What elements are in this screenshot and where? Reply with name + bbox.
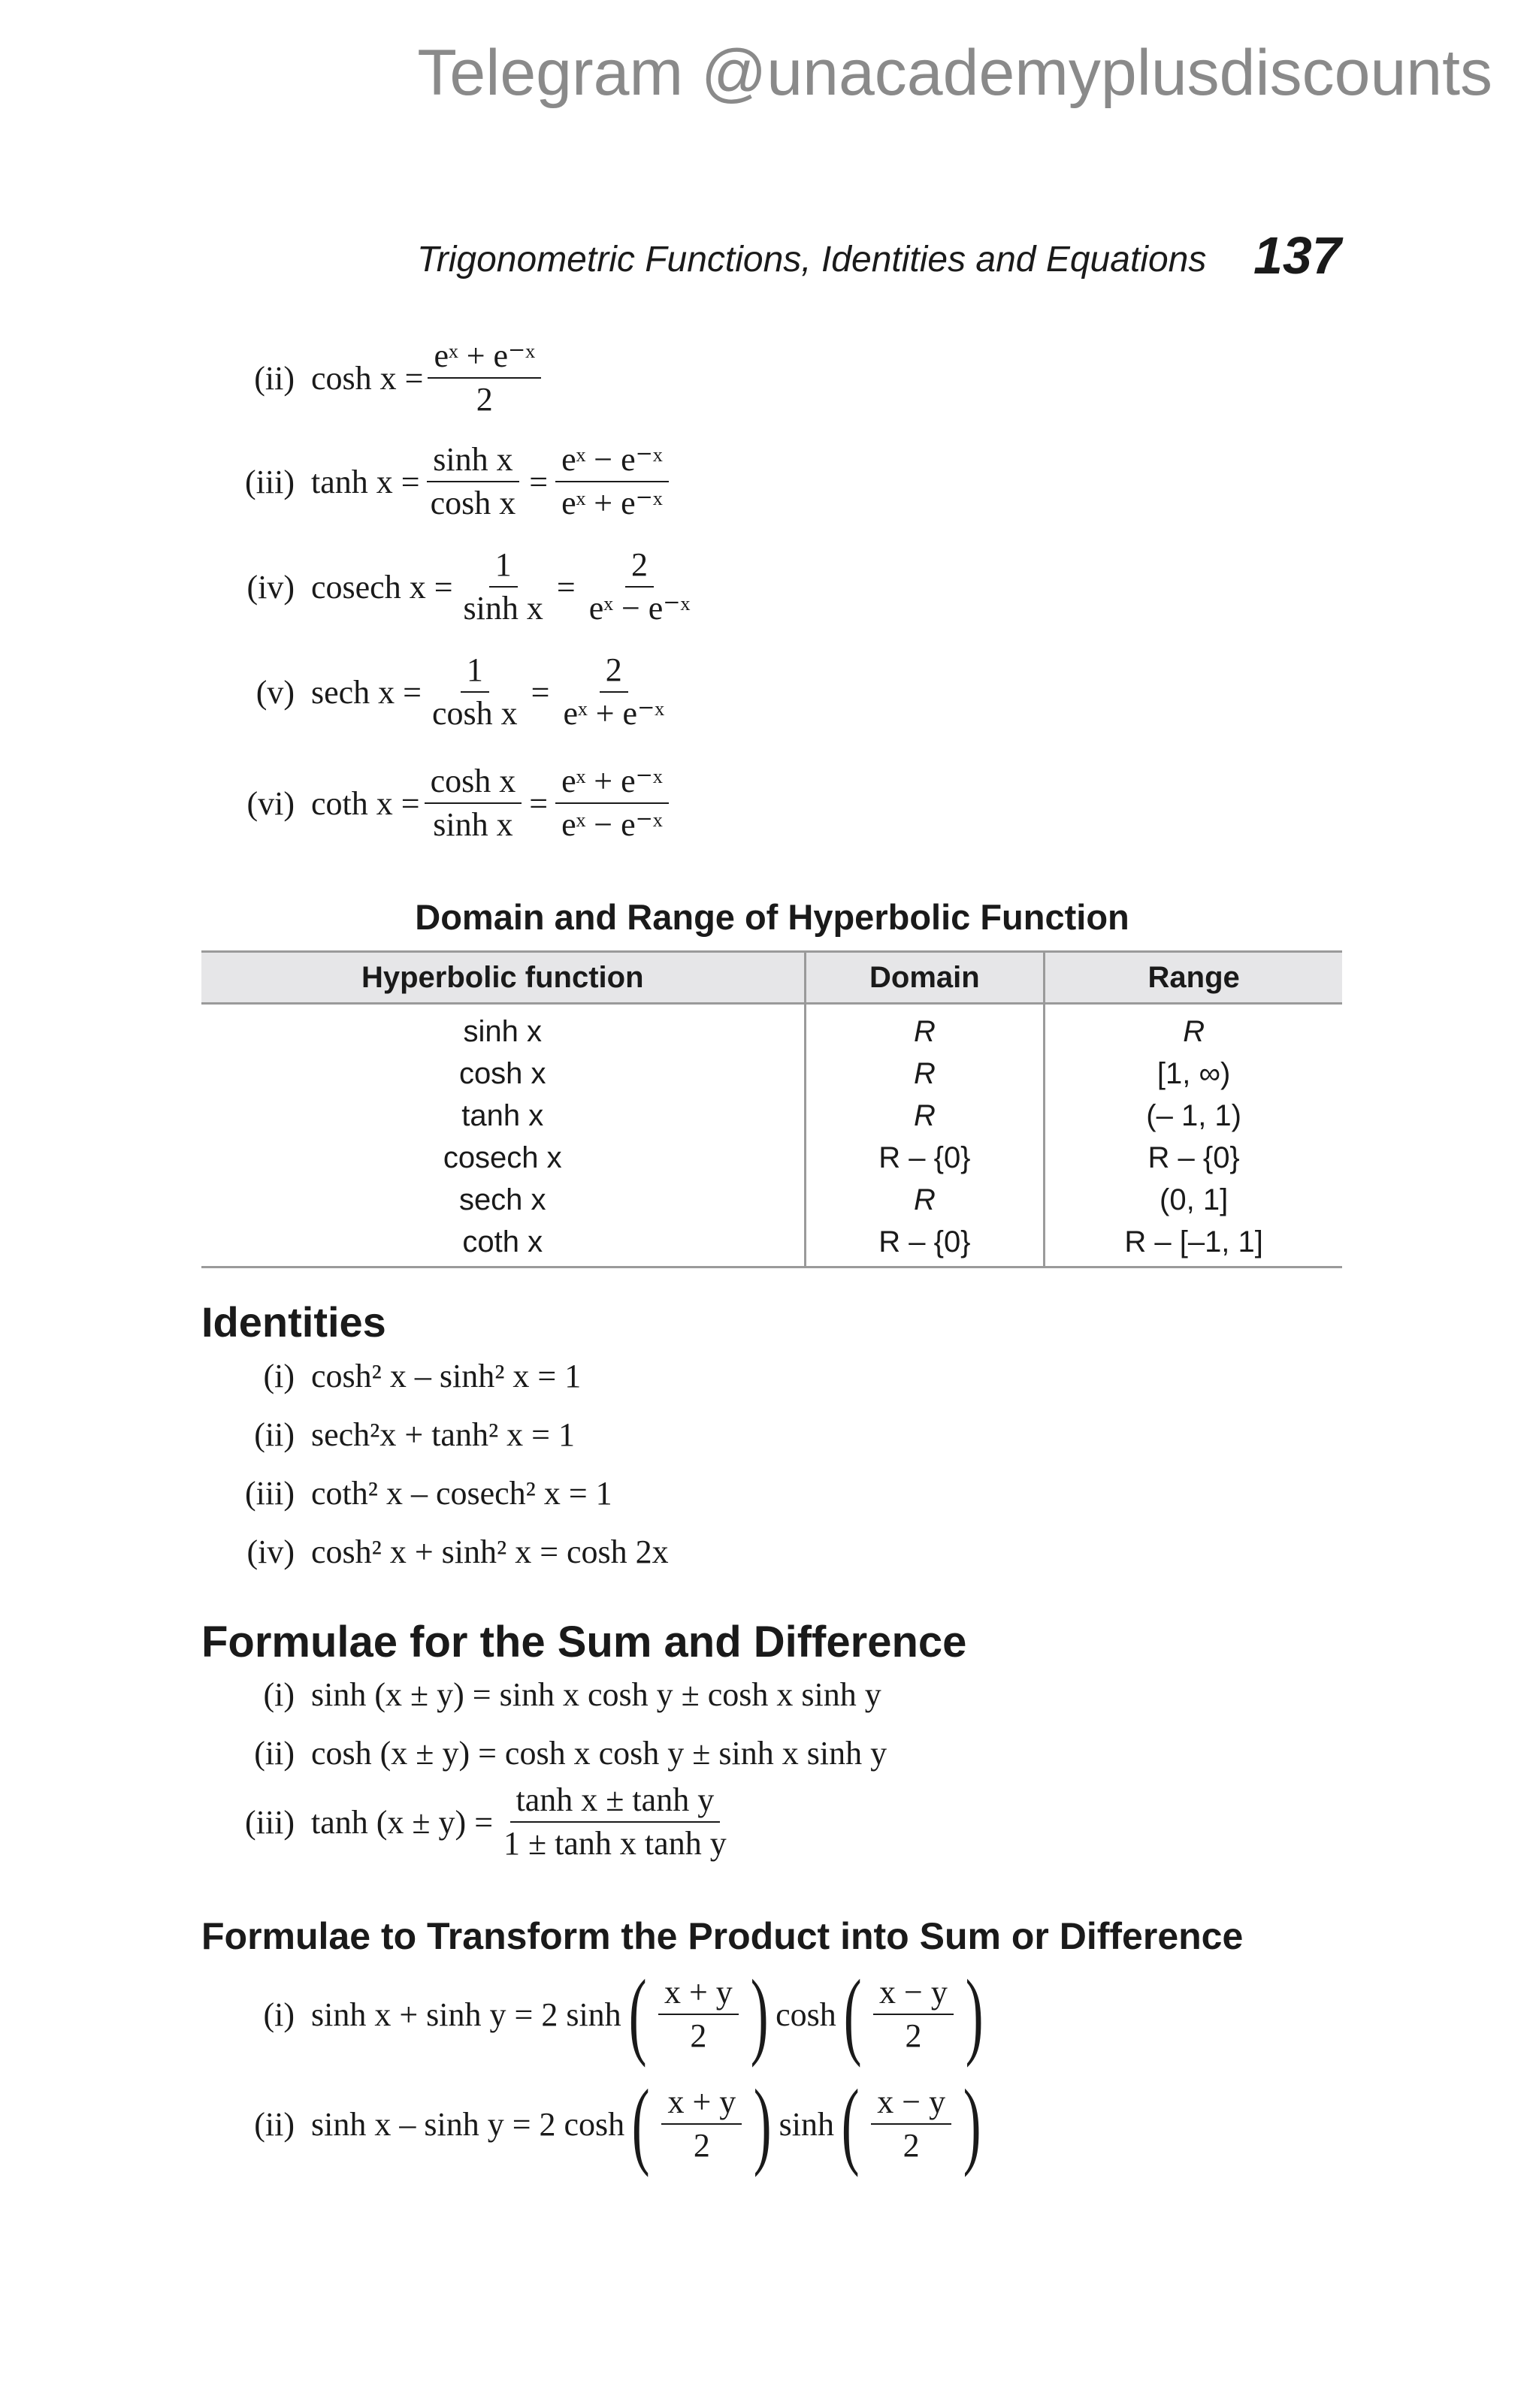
equals-sign: = [529, 463, 549, 500]
fraction-denominator: eˣ − e⁻ˣ [561, 806, 663, 844]
formula-lhs: tanh (x ± y) = [311, 1803, 494, 1841]
fraction [873, 1974, 954, 2055]
fraction-denominator: 2 [476, 381, 493, 418]
table-cell: R [805, 1095, 1045, 1137]
identity-item [239, 1415, 575, 1454]
product-to-sum-item [239, 1960, 990, 2068]
table-header-row [201, 952, 1342, 1004]
item-number: (iv) [246, 1533, 295, 1570]
table-row [201, 1004, 1342, 1053]
fraction [458, 547, 549, 627]
table-row [201, 1137, 1342, 1179]
fraction-numerator: x − y [871, 2084, 951, 2125]
fraction-numerator: 2 [600, 652, 628, 693]
definition-sech [239, 652, 675, 733]
fraction-numerator: sinh x [427, 442, 519, 482]
identity-text: sech²x + tanh² x = 1 [311, 1416, 575, 1453]
table-row [201, 1179, 1342, 1221]
sum-difference-item [239, 1782, 737, 1863]
fraction-denominator: cosh x [432, 695, 518, 733]
parenthesized-fraction [836, 1960, 990, 2068]
identity-item [239, 1533, 669, 1571]
fraction-denominator: 2 [903, 2127, 920, 2164]
item-number: (iii) [245, 463, 295, 500]
product-to-sum-item [239, 2070, 988, 2178]
table-row [201, 1221, 1342, 1267]
fraction [428, 338, 541, 418]
definition-coth [239, 763, 673, 844]
table-cell: [1, ∞) [1045, 1053, 1342, 1095]
formula-text: cosh (x ± y) = cosh x cosh y ± sinh x sinh y [311, 1735, 887, 1772]
fraction [658, 1974, 739, 2055]
table-cell: R – {0} [1045, 1137, 1342, 1179]
table-cell: R [805, 1004, 1045, 1053]
formula-mid: sinh [779, 2105, 834, 2143]
equals-sign: = [531, 673, 550, 711]
fraction-denominator: 2 [693, 2127, 710, 2164]
fraction-numerator: x − y [873, 1974, 954, 2015]
item-number: (iii) [245, 1803, 295, 1841]
item-number: (v) [255, 673, 295, 711]
table-cell: tanh x [461, 1098, 544, 1132]
fraction-numerator: 2 [625, 547, 654, 588]
sum-difference-heading: Formulae for the Sum and Difference [201, 1618, 967, 1666]
fraction-numerator: x + y [658, 1974, 739, 2015]
fraction-numerator: eˣ + e⁻ˣ [428, 338, 541, 379]
fraction [555, 763, 669, 844]
equals-sign: = [556, 568, 576, 606]
fraction-denominator: 2 [905, 2017, 922, 2054]
sum-difference-item [239, 1675, 881, 1714]
item-number: (i) [263, 1358, 295, 1394]
watermark: Telegram @unacademyplusdiscounts [417, 37, 1492, 109]
fraction [583, 547, 697, 627]
formula-text: sinh (x ± y) = sinh x cosh y ± cosh x sinh y [311, 1676, 881, 1713]
fraction-denominator: 2 [690, 2017, 707, 2054]
fraction-denominator: cosh x [430, 485, 516, 522]
fraction-numerator: cosh x [425, 763, 522, 804]
fraction [497, 1782, 733, 1863]
parenthesized-fraction [621, 1960, 776, 2068]
left-paren: ( [843, 1960, 862, 2068]
table-cell: R [1045, 1004, 1342, 1053]
table-title: Domain and Range of Hyperbolic Function [415, 897, 1129, 937]
definition-tanh [239, 442, 673, 522]
identity-item [239, 1357, 581, 1395]
fraction-numerator: 1 [461, 652, 489, 693]
item-number: (vi) [246, 784, 295, 822]
fraction [425, 763, 522, 844]
item-number: (i) [263, 1676, 295, 1713]
item-number: (iii) [245, 1475, 295, 1512]
fraction [425, 442, 522, 522]
fraction-numerator: eˣ + e⁻ˣ [555, 763, 669, 804]
table-cell: cosh x [458, 1056, 546, 1090]
right-paren: ) [750, 1960, 769, 2068]
item-number: (ii) [254, 1735, 295, 1772]
fraction-numerator: 1 [489, 547, 518, 588]
left-paren: ( [841, 2070, 860, 2178]
identity-text: cosh² x – sinh² x = 1 [311, 1358, 582, 1394]
item-number: (ii) [254, 359, 295, 397]
table-cell: cosech x [443, 1141, 562, 1174]
definition-lhs: cosh x = [311, 359, 424, 397]
table-cell: R – {0} [805, 1221, 1045, 1267]
item-number: (i) [263, 1996, 295, 2033]
page-number: 137 [1253, 226, 1341, 285]
formula-mid: cosh [776, 1996, 836, 2033]
formula-lhs: sinh x – sinh y = 2 cosh [311, 2105, 625, 2143]
fraction-denominator: sinh x [463, 590, 543, 627]
fraction-denominator: 1 ± tanh x tanh y [503, 1825, 727, 1863]
column-header: Hyperbolic function [201, 952, 805, 1004]
item-number: (ii) [254, 2105, 295, 2143]
formula-lhs: sinh x + sinh y = 2 sinh [311, 1996, 621, 2033]
definition-lhs: coth x = [311, 784, 420, 822]
fraction-numerator: x + y [661, 2084, 742, 2125]
running-head: Trigonometric Functions, Identities and Equations [417, 240, 1207, 279]
table-cell: (– 1, 1) [1045, 1095, 1342, 1137]
product-to-sum-heading: Formulae to Transform the Product into Sum or Difference [201, 1915, 1244, 1957]
table-cell: R – [–1, 1] [1045, 1221, 1342, 1267]
definition-lhs: cosech x = [311, 568, 453, 606]
column-header: Domain [805, 952, 1045, 1004]
fraction-denominator: eˣ − e⁻ˣ [588, 590, 691, 627]
table-row [201, 1095, 1342, 1137]
parenthesized-fraction [834, 2070, 988, 2178]
right-paren: ) [754, 2070, 772, 2178]
table-cell: coth x [201, 1221, 805, 1267]
equals-sign: = [529, 784, 549, 822]
right-paren: ) [965, 1960, 984, 2068]
identity-item [239, 1474, 612, 1512]
sum-difference-item [239, 1734, 887, 1772]
item-number: (ii) [254, 1416, 295, 1453]
fraction [555, 442, 669, 522]
table-cell: sinh x [463, 1014, 542, 1048]
fraction-numerator: eˣ − e⁻ˣ [555, 442, 669, 482]
column-header: Range [1045, 952, 1342, 1004]
table-cell: R – {0} [805, 1137, 1045, 1179]
definition-cosech [239, 547, 700, 627]
table-cell: sech x [458, 1183, 546, 1216]
identity-text: coth² x – cosech² x = 1 [311, 1475, 612, 1512]
table-cell: (0, 1] [1045, 1179, 1342, 1221]
definition-lhs: tanh x = [311, 463, 420, 500]
definition-cosh [239, 338, 546, 418]
fraction-denominator: sinh x [433, 806, 513, 844]
fraction-denominator: eˣ + e⁻ˣ [563, 695, 665, 733]
fraction [871, 2084, 951, 2165]
item-number: (iv) [246, 568, 295, 606]
fraction [426, 652, 524, 733]
table-row [201, 1053, 1342, 1095]
right-paren: ) [963, 2070, 981, 2178]
fraction-numerator: tanh x ± tanh y [510, 1782, 721, 1823]
fraction [661, 2084, 742, 2165]
table-cell: R [805, 1179, 1045, 1221]
fraction-denominator: eˣ + e⁻ˣ [561, 485, 663, 522]
parenthesized-fraction [624, 2070, 779, 2178]
table-cell: R [805, 1053, 1045, 1095]
fraction [557, 652, 670, 733]
identity-text: cosh² x + sinh² x = cosh 2x [311, 1533, 669, 1570]
domain-range-table [201, 950, 1342, 1268]
identities-heading: Identities [201, 1298, 386, 1346]
left-paren: ( [631, 2070, 650, 2178]
left-paren: ( [628, 1960, 647, 2068]
definition-lhs: sech x = [311, 673, 422, 711]
